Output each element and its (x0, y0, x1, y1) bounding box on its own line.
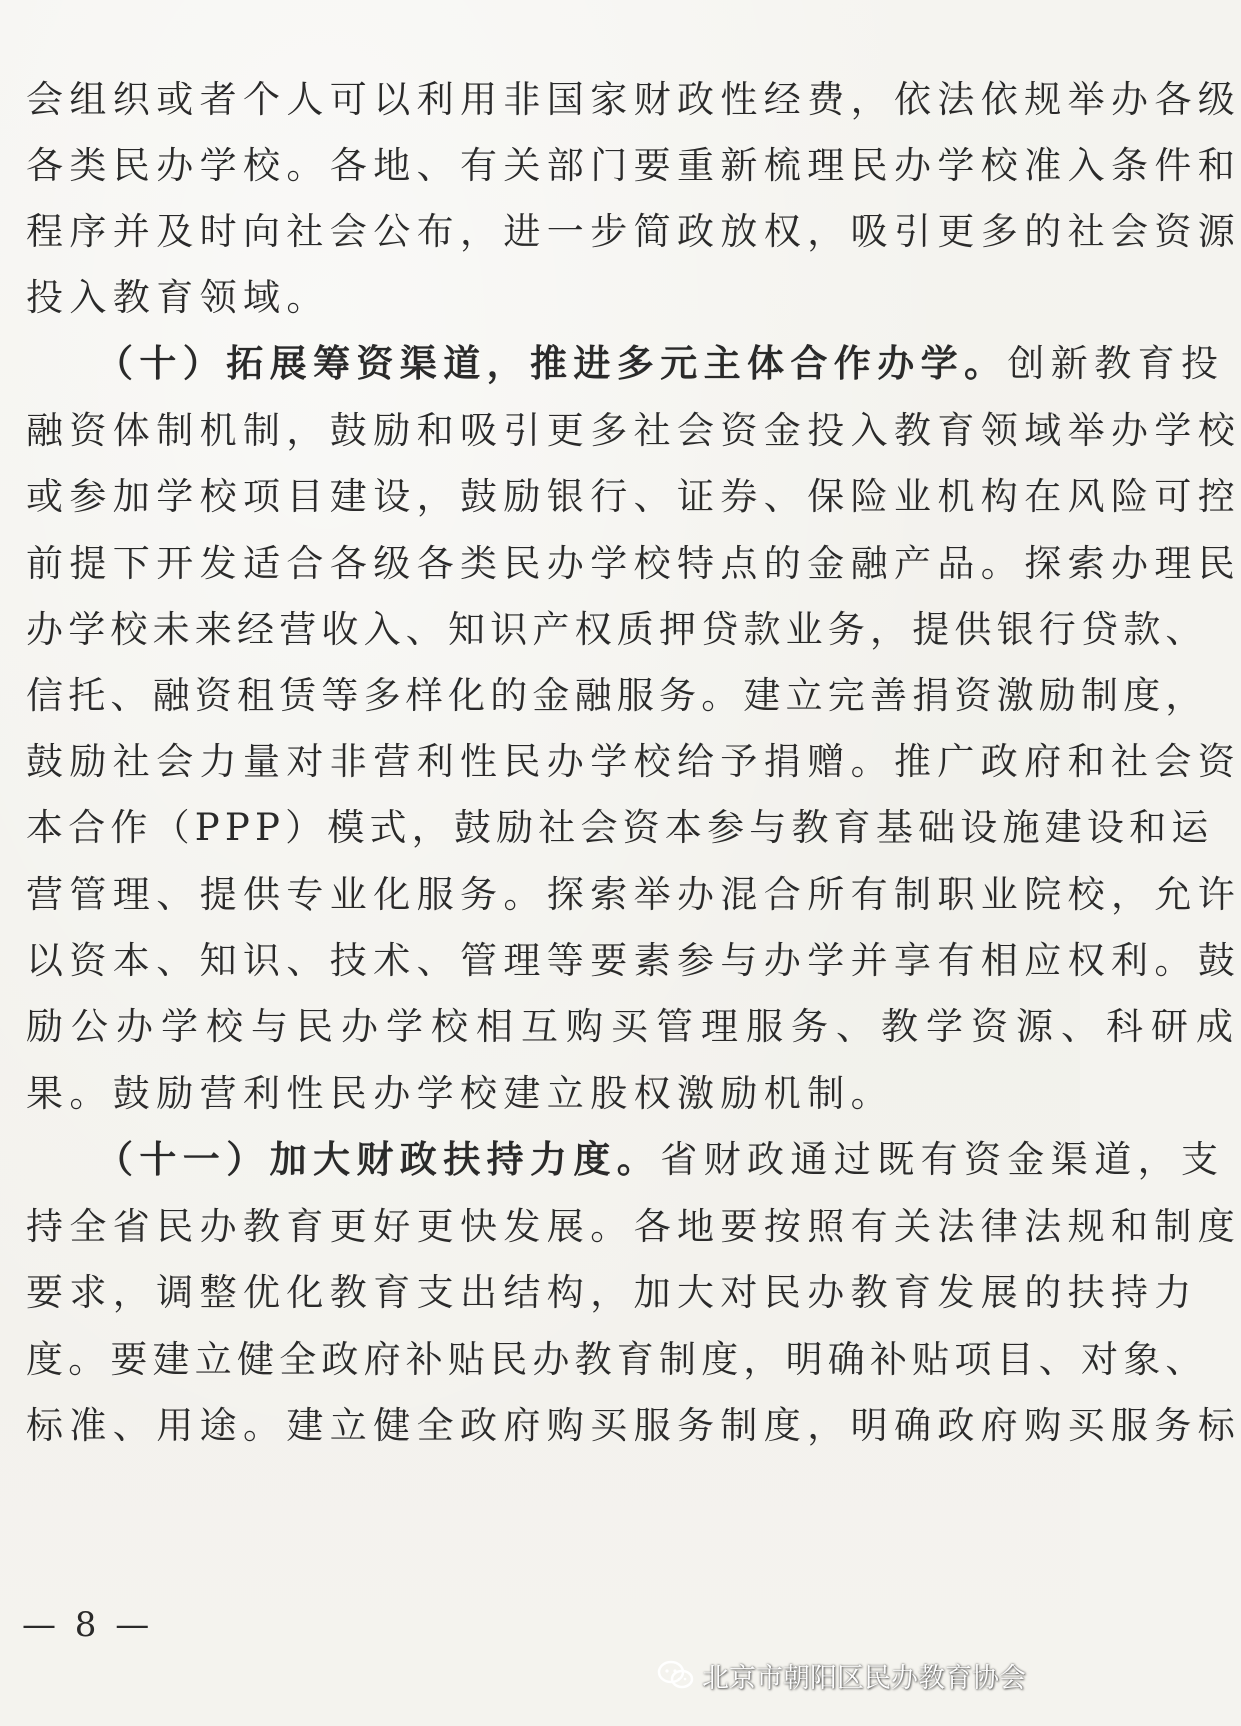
section-10-heading: （十）拓展筹资渠道，推进多元主体合作办学。 (96, 342, 1008, 385)
text-line: 会组织或者个人可以利用非国家财政性经费，依法依规举办各级 (26, 78, 1241, 121)
text-line: 程序并及时向社会公布，进一步简政放权，吸引更多的社会资源 (26, 210, 1241, 253)
text-line: 信托、融资租赁等多样化的金融服务。建立完善捐资激励制度， (26, 674, 1208, 717)
text-line: 融资体制机制，鼓励和吸引更多社会资金投入教育领域举办学校 (26, 409, 1241, 452)
text-line: 标准、用途。建立健全政府购买服务制度，明确政府购买服务标 (26, 1404, 1241, 1447)
text-run: 创新教育投 (1007, 342, 1225, 385)
text-line: 各类民办学校。各地、有关部门要重新梳理民办学校准入条件和 (26, 144, 1241, 187)
paragraph-11-first-line (96, 1130, 1225, 1190)
section-11-heading: （十一）加大财政扶持力度。 (96, 1138, 661, 1181)
text-run: 省财政通过既有资金渠道，支 (660, 1138, 1225, 1181)
text-line: 或参加学校项目建设，鼓励银行、证券、保险业机构在风险可控 (26, 475, 1241, 518)
text-line: 鼓励社会力量对非营利性民办学校给予捐赠。推广政府和社会资 (26, 740, 1241, 783)
page-number: — 8 — (22, 1605, 154, 1645)
text-line: 要求，调整优化教育支出结构，加大对民办教育发展的扶持力 (26, 1271, 1198, 1314)
text-line: 持全省民办教育更好更快发展。各地要按照有关法律法规和制度 (26, 1205, 1241, 1248)
text-line: 励公办学校与民办学校相互购买管理服务、教学资源、科研成 (26, 1005, 1241, 1048)
watermark-text: 北京市朝阳区民办教育协会 (702, 1662, 1026, 1694)
source-watermark (656, 1650, 1026, 1700)
text-line: 投入教育领域。 (26, 276, 330, 319)
wechat-icon (656, 1660, 696, 1690)
text-line: 度。要建立健全政府补贴民办教育制度，明确补贴项目、对象、 (26, 1338, 1208, 1381)
text-line: 营管理、提供专业化服务。探索举办混合所有制职业院校，允许 (26, 873, 1241, 916)
paragraph-10-first-line (96, 334, 1225, 394)
text-line: 果。鼓励营利性民办学校建立股权激励机制。 (26, 1072, 894, 1115)
text-line: 办学校未来经营收入、知识产权质押贷款业务，提供银行贷款、 (26, 608, 1208, 651)
text-line: 本合作（PPP）模式，鼓励社会资本参与教育基础设施建设和运 (26, 806, 1214, 849)
text-line: 前提下开发适合各级各类民办学校特点的金融产品。探索办理民 (26, 542, 1241, 585)
text-line: 以资本、知识、技术、管理等要素参与办学并享有相应权利。鼓 (26, 939, 1241, 982)
